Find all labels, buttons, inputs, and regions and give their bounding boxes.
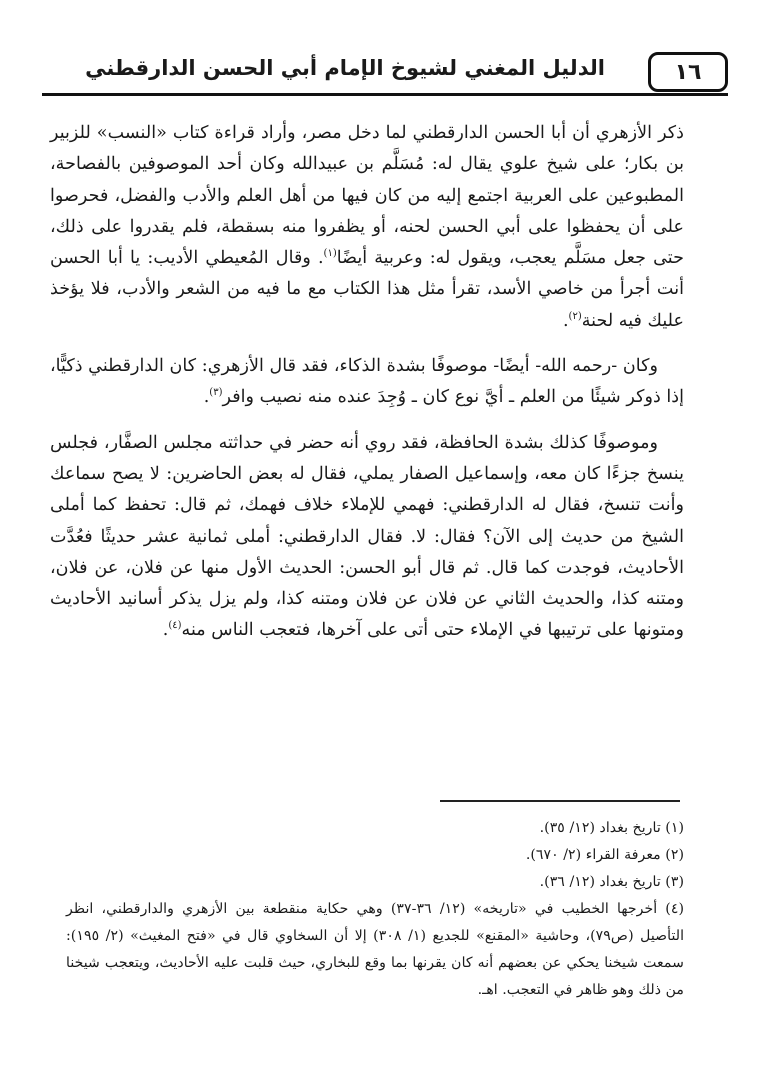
footnote-4: (٤) أخرجها الخطيب في «تاريخه» (١٢/ ٣٦-٣٧) وهي حكاية منقطعة بين الأزهري والدارقطني، انظر التأصيل (ص٧٩)، وحاشية «المقنع» للجديع (١/ ٣٠٨) إلا أن السخاوي قال في «فتح المغيث» (٢/ ١٩٥): سمعت شيخنا يحكي عن بعضهم أنه كان يقرنها بما وقع للبخاري، حيث قلبت عليه الأحاديث، ويتعجب شيخنا من ذلك وهو ظاهر في التعجب. اهـ. bbox=[66, 901, 685, 998]
footnote-2: (٢) معرفة القراء (٢/ ٦٧٠). bbox=[525, 847, 684, 863]
page-number: ١٦ bbox=[674, 59, 702, 85]
paragraph-2-text-b: . bbox=[203, 387, 210, 408]
page-number-box bbox=[648, 52, 728, 92]
paragraph-3-text-b: . bbox=[162, 620, 169, 641]
running-title: الدليل المغني لشيوخ الإمام أبي الحسن الدارقطني bbox=[85, 56, 605, 80]
paragraph-3-text-a: وموصوفًا كذلك بشدة الحافظة، فقد روي أنه حضر في حداثته مجلس الصفَّار، فجلس ينسخ جزءًا كان معه، وإسماعيل الصفار يملي، فقال له بعض الحاضرين: لا يصح سماعك وأنت تنسخ، فقال له الدارقطني: فهمي للإملاء خلاف فهمك، ثم قال: تحفظ كما أملى الشيخ من حديث إلى الآن؟ فقال: لا. فقال الدارقطني: أملى ثمانية عشر حديثًا فعُدَّت الأحاديث، فوجدت كما قال. ثم قال أبو الحسن: الحديث الأول منها عن فلان، عن فلان، ومتنه كذا، والحديث الثاني عن فلان عن فلان ومتنه كذا، ولم يزل يذكر أسانيد الأحاديث ومتونها على ترتيبها في الإملاء حتى أتى على آخرها، فتعجب الناس منه bbox=[50, 432, 684, 641]
paragraph-2 bbox=[50, 351, 684, 414]
footnote-separator bbox=[440, 800, 680, 802]
paragraph-3 bbox=[50, 428, 684, 647]
main-text bbox=[50, 118, 684, 661]
footnotes bbox=[66, 815, 684, 1004]
footnote-marker-4: (٤) bbox=[168, 620, 182, 632]
footnote-marker-3: (٣) bbox=[209, 387, 223, 399]
footnote-marker-2: (٢) bbox=[568, 310, 582, 322]
footnote-3: (٣) تاريخ بغداد (١٢/ ٣٦). bbox=[539, 874, 684, 890]
footnote-marker-1: (١) bbox=[323, 248, 337, 260]
page-header bbox=[42, 52, 728, 96]
paragraph-1-text-b: . وقال المُعيطي الأديب: يا أبا الحسن أنت أجرأ من خاصي الأسد، تقرأ مثل هذا الكتاب مع ما فيه من الشعر والأدب، فلا يؤخذ عليك فيه لحنة bbox=[50, 248, 684, 331]
paragraph-1-text-a: ذكر الأزهري أن أبا الحسن الدارقطني لما دخل مصر، وأراد قراءة كتاب «النسب» للزبير بن بكار؛ على شيخ علوي يقال له: مُسَلَّم بن عبيدالله وكان أحد الموصوفين بالفصاحة، المطبوعين على العربية اجتمع إليه من كان فيها من أهل العلم والأدب والفضل، فحرصوا على أن يحفظوا على أبي الحسن لحنه، أو يظفروا منه بسقطة، فلم يقدروا على ذلك، حتى جعل مسَلَّم يعجب، ويقول له: وعربية أيضًا bbox=[50, 123, 684, 269]
paragraph-1 bbox=[50, 118, 684, 337]
paragraph-2-text-a: وكان -رحمه الله- أيضًا- موصوفًا بشدة الذكاء، فقد قال الأزهري: كان الدارقطني ذكيًّا، إذا ذوكر شيئًا من العلم ـ أيَّ نوع كان ـ وُجِدَ عنده منه نصيب وافر bbox=[50, 356, 684, 408]
footnote-1: (١) تاريخ بغداد (١٢/ ٣٥). bbox=[539, 820, 684, 836]
paragraph-1-text-c: . bbox=[562, 310, 569, 331]
header-rule bbox=[42, 93, 728, 96]
